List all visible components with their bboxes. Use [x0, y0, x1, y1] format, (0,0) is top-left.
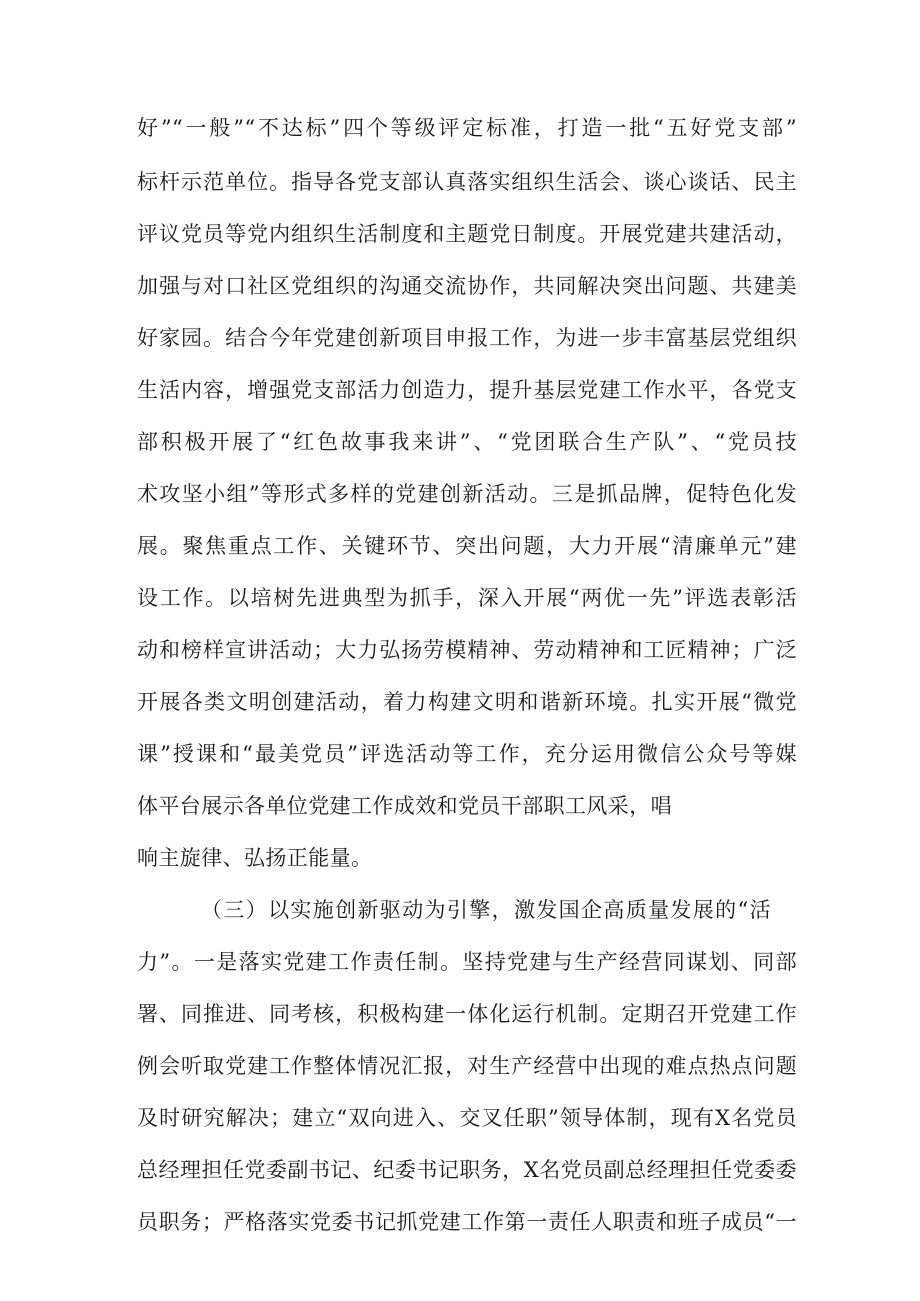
- section-heading-line: （三）以实施创新驱动为引擎，激发国企高质量发展的“活: [201, 898, 771, 922]
- text-line: 评议党员等党内组织生活制度和主题党日制度。开展党建共建活动，: [137, 222, 797, 246]
- text-line: 及时研究解决；建立“双向进入、交叉任职”领导体制，现有X名党员: [137, 1106, 797, 1130]
- text-line: 展。聚焦重点工作、关键环节、突出问题，大力开展“清廉单元”建: [137, 534, 797, 558]
- text-line: 体平台展示各单位党建工作成效和党员干部职工风采，唱: [137, 794, 672, 818]
- text-line: 设工作。以培树先进典型为抓手，深入开展“两优一先”评选表彰活: [137, 586, 797, 610]
- text-line: 员职务；严格落实党委书记抓党建工作第一责任人职责和班子成员“一: [137, 1210, 797, 1234]
- text-line: 好家园。结合今年党建创新项目申报工作，为进一步丰富基层党组织: [137, 326, 797, 350]
- text-line: 署、同推进、同考核，积极构建一体化运行机制。定期召开党建工作: [137, 1002, 797, 1026]
- text-line: 例会听取党建工作整体情况汇报，对生产经营中出现的难点热点问题: [137, 1054, 797, 1078]
- text-line: 生活内容，增强党支部活力创造力，提升基层党建工作水平，各党支: [137, 378, 797, 402]
- text-line: 开展各类文明创建活动，着力构建文明和谐新环境。扎实开展“微党: [137, 690, 797, 714]
- text-line: 动和榜样宣讲活动；大力弘扬劳模精神、劳动精神和工匠精神；广泛: [137, 638, 797, 662]
- text-line: 课”授课和“最美党员”评选活动等工作，充分运用微信公众号等媒: [137, 742, 797, 766]
- text-line: 好”“一般”“不达标”四个等级评定标准，打造一批“五好党支部”: [137, 116, 797, 140]
- text-line: 标杆示范单位。指导各党支部认真落实组织生活会、谈心谈话、民主: [137, 170, 797, 194]
- text-line: 术攻坚小组”等形式多样的党建创新活动。三是抓品牌，促特色化发: [137, 482, 797, 506]
- text-line: 总经理担任党委副书记、纪委书记职务，X名党员副总经理担任党委委: [137, 1158, 797, 1182]
- text-line: 部积极开展了“红色故事我来讲”、“党团联合生产队”、“党员技: [137, 430, 797, 454]
- text-line: 力”。一是落实党建工作责任制。坚持党建与生产经营同谋划、同部: [137, 950, 797, 974]
- text-line: 响主旋律、弘扬正能量。: [137, 846, 373, 870]
- text-line: 加强与对口社区党组织的沟通交流协作，共同解决突出问题、共建美: [137, 274, 797, 298]
